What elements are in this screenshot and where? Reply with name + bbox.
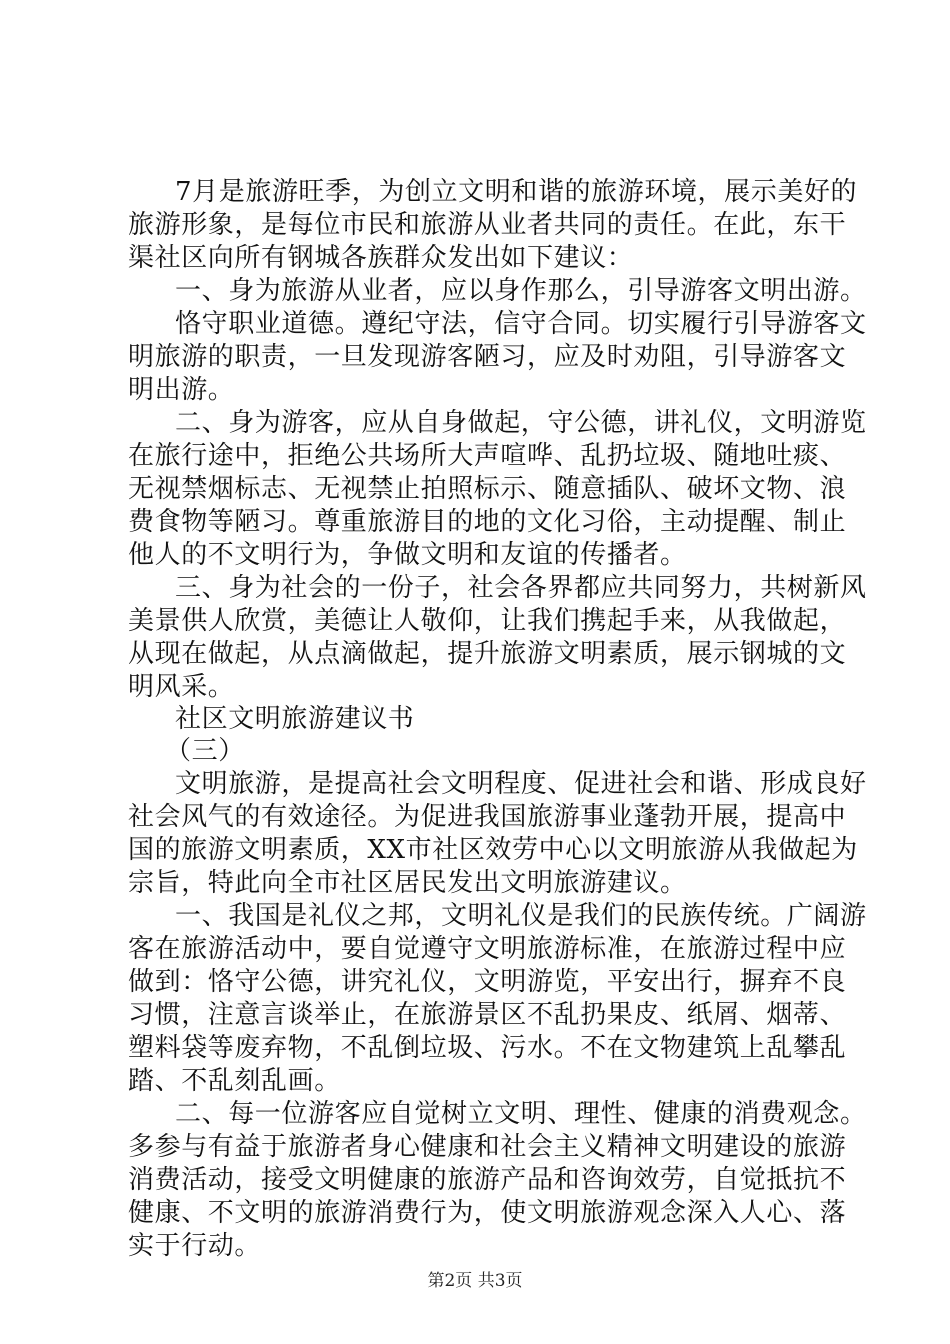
text-line: 健康、不文明的旅游消费行为，使文明旅游观念深入人心、落: [128, 1198, 847, 1228]
text-line: 美景供人欣赏，美德让人敬仰，让我们携起手来，从我做起，: [128, 606, 847, 636]
text-line: 文明旅游，是提高社会文明程度、促进社会和谐、形成良好: [175, 769, 867, 799]
text-line: 二、每一位游客应自觉树立文明、理性、健康的消费观念。: [175, 1099, 867, 1129]
text-line: 无视禁烟标志、无视禁止拍照标示、随意插队、破坏文物、浪: [128, 474, 847, 504]
text-line: 明旅游的职责，一旦发现游客陋习，应及时劝阻，引导游客文: [128, 342, 847, 372]
text-line: 在旅行途中，拒绝公共场所大声喧哗、乱扔垃圾、随地吐痰、: [128, 441, 847, 471]
text-line: 消费活动，接受文明健康的旅游产品和咨询效劳，自觉抵抗不: [128, 1165, 847, 1195]
text-line: 恪守职业道德。遵纪守法，信守合同。切实履行引导游客文: [175, 309, 867, 339]
section-title: 社区文明旅游建议书: [175, 704, 415, 734]
text-line: 二、身为游客，应从自身做起，守公德，讲礼仪，文明游览: [175, 408, 867, 438]
text-line: 他人的不文明行为，争做文明和友谊的传播者。: [128, 540, 687, 570]
text-line: 国的旅游文明素质，XX市社区效劳中心以文明旅游从我做起为: [128, 835, 858, 865]
text-line: 社会风气的有效途径。为促进我国旅游事业蓬勃开展，提高中: [128, 802, 847, 832]
text-line: 一、我国是礼仪之邦，文明礼仪是我们的民族传统。广阔游: [175, 901, 867, 931]
text-line: 多参与有益于旅游者身心健康和社会主义精神文明建设的旅游: [128, 1132, 847, 1162]
text-line: 踏、不乱刻乱画。: [128, 1066, 341, 1096]
text-line: 一、身为旅游从业者，应以身作那么，引导游客文明出游。: [175, 276, 867, 306]
text-line: 习惯，注意言谈举止，在旅游景区不乱扔果皮、纸屑、烟蒂、: [128, 1000, 847, 1030]
text-line: 从现在做起，从点滴做起，提升旅游文明素质，展示钢城的文: [128, 639, 847, 669]
text-line: 旅游形象，是每位市民和旅游从业者共同的责任。在此，东干: [128, 210, 847, 240]
text-line: 明风采。: [128, 672, 235, 702]
text-line: 三、身为社会的一份子，社会各界都应共同努力，共树新风: [175, 573, 867, 603]
text-line: 渠社区向所有钢城各族群众发出如下建议：: [128, 243, 634, 273]
text-line: 宗旨，特此向全市社区居民发出文明旅游建议。: [128, 868, 687, 898]
text-line: 7月是旅游旺季，为创立文明和谐的旅游环境，展示美好的: [175, 177, 858, 207]
section-number: （三）: [165, 736, 245, 766]
text-line: 明出游。: [128, 375, 235, 405]
text-line: 实于行动。: [128, 1231, 262, 1261]
text-line: 做到：恪守公德，讲究礼仪，文明游览，平安出行，摒弃不良: [128, 967, 847, 997]
page-footer: 第2页 共3页: [427, 1271, 523, 1291]
text-line: 客在旅游活动中，要自觉遵守文明旅游标准，在旅游过程中应: [128, 934, 847, 964]
text-line: 塑料袋等废弃物，不乱倒垃圾、污水。不在文物建筑上乱攀乱: [128, 1033, 847, 1063]
text-line: 费食物等陋习。尊重旅游目的地的文化习俗，主动提醒、制止: [128, 507, 847, 537]
